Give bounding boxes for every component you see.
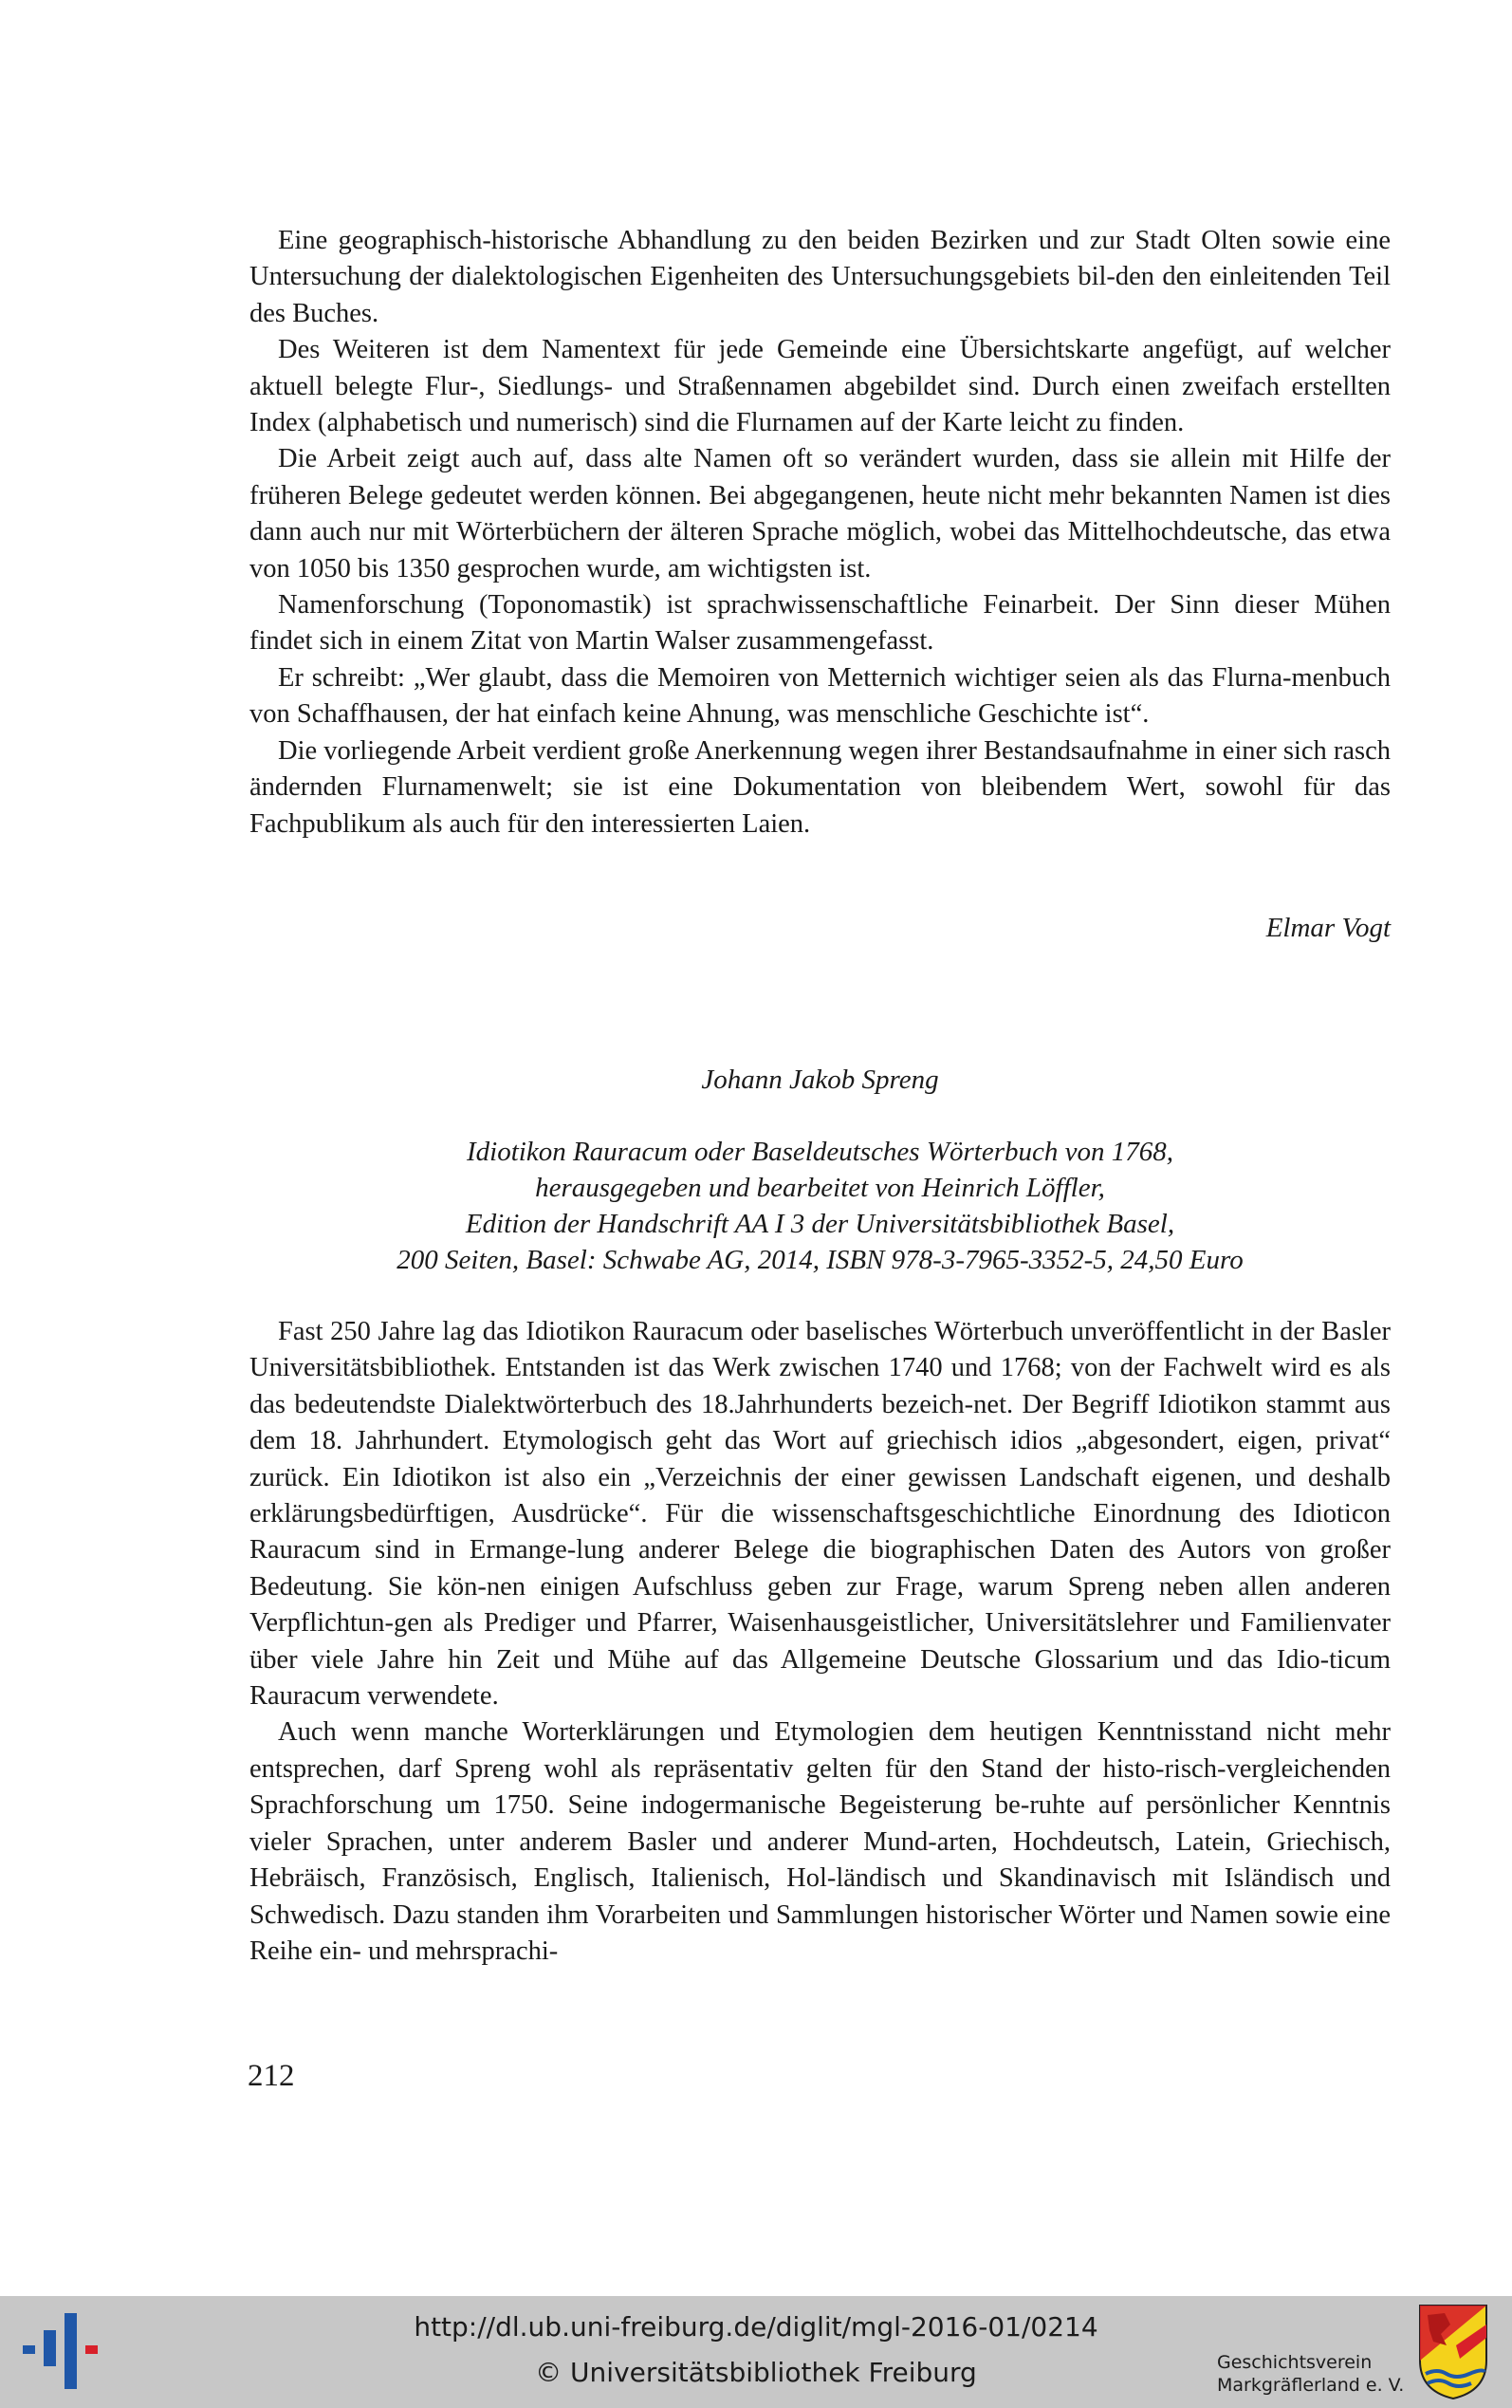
page-number: 212 — [248, 2059, 295, 2093]
paragraph: Die Arbeit zeigt auch auf, dass alte Namen oft so verändert wurden, dass sie allein mit Hilfe der früheren Belege gedeutet werden können. Bei abgegangenen, heute nicht mehr bekannten Namen ist dies dann auch nur mit Wörterbüchern der älteren Sprache möglich, wobei das Mittelhochdeutsche, das etwa von 1050 bis 1350 gesprochen wurde, am wichtigsten ist. — [249, 444, 1391, 583]
paragraph: Eine geographisch-historische Abhandlung zu den beiden Bezirken und zur Stadt Olten sowie eine Untersuchung der dialektologischen Eigenheiten des Untersuchungsgebiets bil-den den einleitenden Teil des Buches. — [249, 226, 1391, 328]
society-line-1: Geschichtsverein — [1217, 2352, 1373, 2373]
copyright-text: © Universitätsbibliothek Freiburg — [535, 2357, 977, 2388]
viewer-footer — [0, 2296, 1512, 2408]
paragraph: Die vorliegende Arbeit verdient große Anerkennung wegen ihrer Bestandsaufnahme in einer sich rasch ändernden Flurnamenwelt; sie ist eine Dokumentation von bleibendem Wert, sowohl für das Fachpublikum als auch für den interessierten Laien. — [249, 735, 1391, 839]
document-url-link[interactable]: http://dl.ub.uni-freiburg.de/diglit/mgl-2016-01/0214 — [414, 2311, 1098, 2343]
paragraph: Fast 250 Jahre lag das Idiotikon Rauracum oder baselisches Wörterbuch unveröffentlicht in der Basler Universitätsbibliothek. Entstanden ist das Werk zwischen 1740 und 1768; von der Fachwelt wird es als das bedeutendste Dialektwörterbuch des 18.Jahrhunderts bezeich-net. Der Begriff Idiotikon stammt aus dem 18. Jahrhundert. Etymologisch geht das Wort auf griechisch idios „abgesondert, eigen, privat“ zurück. Ein Idiotikon ist also ein „Verzeichnis der einer gewissen Landschaft eigenen, und deshalb erklärungsbedürftigen, Ausdrücke“. Für die wissenschaftsgeschichtliche Einordnung des Idioticon Rauracum sind in Ermange-lung anderer Belege die biographischen Daten des Autors von großer Bedeutung. Sie kön-nen einigen Aufschluss geben zur Frage, warum Spreng neben allen anderen Verpflichtun-gen als Prediger und Pfarrer, Waisenhausgeistlicher, Universitätslehrer und Familienvater über viele Jahre hin Zeit und Mühe auf das Allgemeine Deutsche Glossarium und das Idio-ticum Rauracum verwendete. — [249, 1317, 1391, 1712]
paragraph: Er schreibt: „Wer glaubt, dass die Memoiren von Metternich wichtiger seien als das Flurna-menbuch von Schaffhausen, der hat einfach keine Ahnung, was menschliche Geschichte ist“. — [249, 662, 1391, 730]
book-publication-line: 200 Seiten, Basel: Schwabe AG, 2014, ISBN 978-3-7965-3352-5, 24,50 Euro — [396, 1245, 1244, 1275]
book-title-line: Idiotikon Rauracum oder Baseldeutsches Wörterbuch von 1768, — [467, 1137, 1173, 1167]
paragraph: Auch wenn manche Worterklärungen und Etymologien dem heutigen Kenntnisstand nicht mehr entsprechen, darf Spreng wohl als repräsentativ gelten für den Stand der histo-risch-vergleichenden Sprachforschung um 1750. Seine indogermanische Begeisterung be-ruhte auf persönlicher Kenntnis vieler Sprachen, unter anderem Basler und anderer Mund-arten, Hochdeutsch, Latein, Griechisch, Hebräisch, Französisch, Englisch, Italienisch, Hol-ländisch und Skandinavisch mit Isländisch und Schwedisch. Dazu standen ihm Vorarbeiten und Sammlungen historischer Wörter und Namen sowie eine Reihe ein- und mehrsprachi- — [249, 1717, 1391, 1966]
book-author: Johann Jakob Spreng — [701, 1065, 939, 1095]
coat-of-arms-icon — [1418, 2304, 1488, 2400]
paragraph: Namenforschung (Toponomastik) ist sprachwissenschaftliche Feinarbeit. Der Sinn dieser Mühen findet sich in einem Zitat von Martin Walser zusammengefasst. — [249, 590, 1391, 657]
review-1-body — [249, 223, 1391, 843]
review-1-signature: Elmar Vogt — [1265, 913, 1391, 943]
book-edition-line: Edition der Handschrift AA I 3 der Universitätsbibliothek Basel, — [465, 1209, 1175, 1239]
paragraph: Des Weiteren ist dem Namentext für jede Gemeinde eine Übersichtskarte angefügt, auf welcher aktuell belegte Flur-, Siedlungs- und Straßennamen abgebildet sind. Durch einen zweifach erstellten Index (alphabetisch und numerisch) sind die Flurnamen auf der Karte leicht zu finden. — [249, 335, 1391, 438]
society-line-2: Markgräflerland e. V. — [1217, 2375, 1405, 2396]
society-name — [1217, 2351, 1404, 2397]
book-editor-line: herausgegeben und bearbeitet von Heinrich Löffler, — [535, 1173, 1105, 1203]
book-info — [249, 1134, 1391, 1278]
review-2-body — [249, 1314, 1391, 1970]
